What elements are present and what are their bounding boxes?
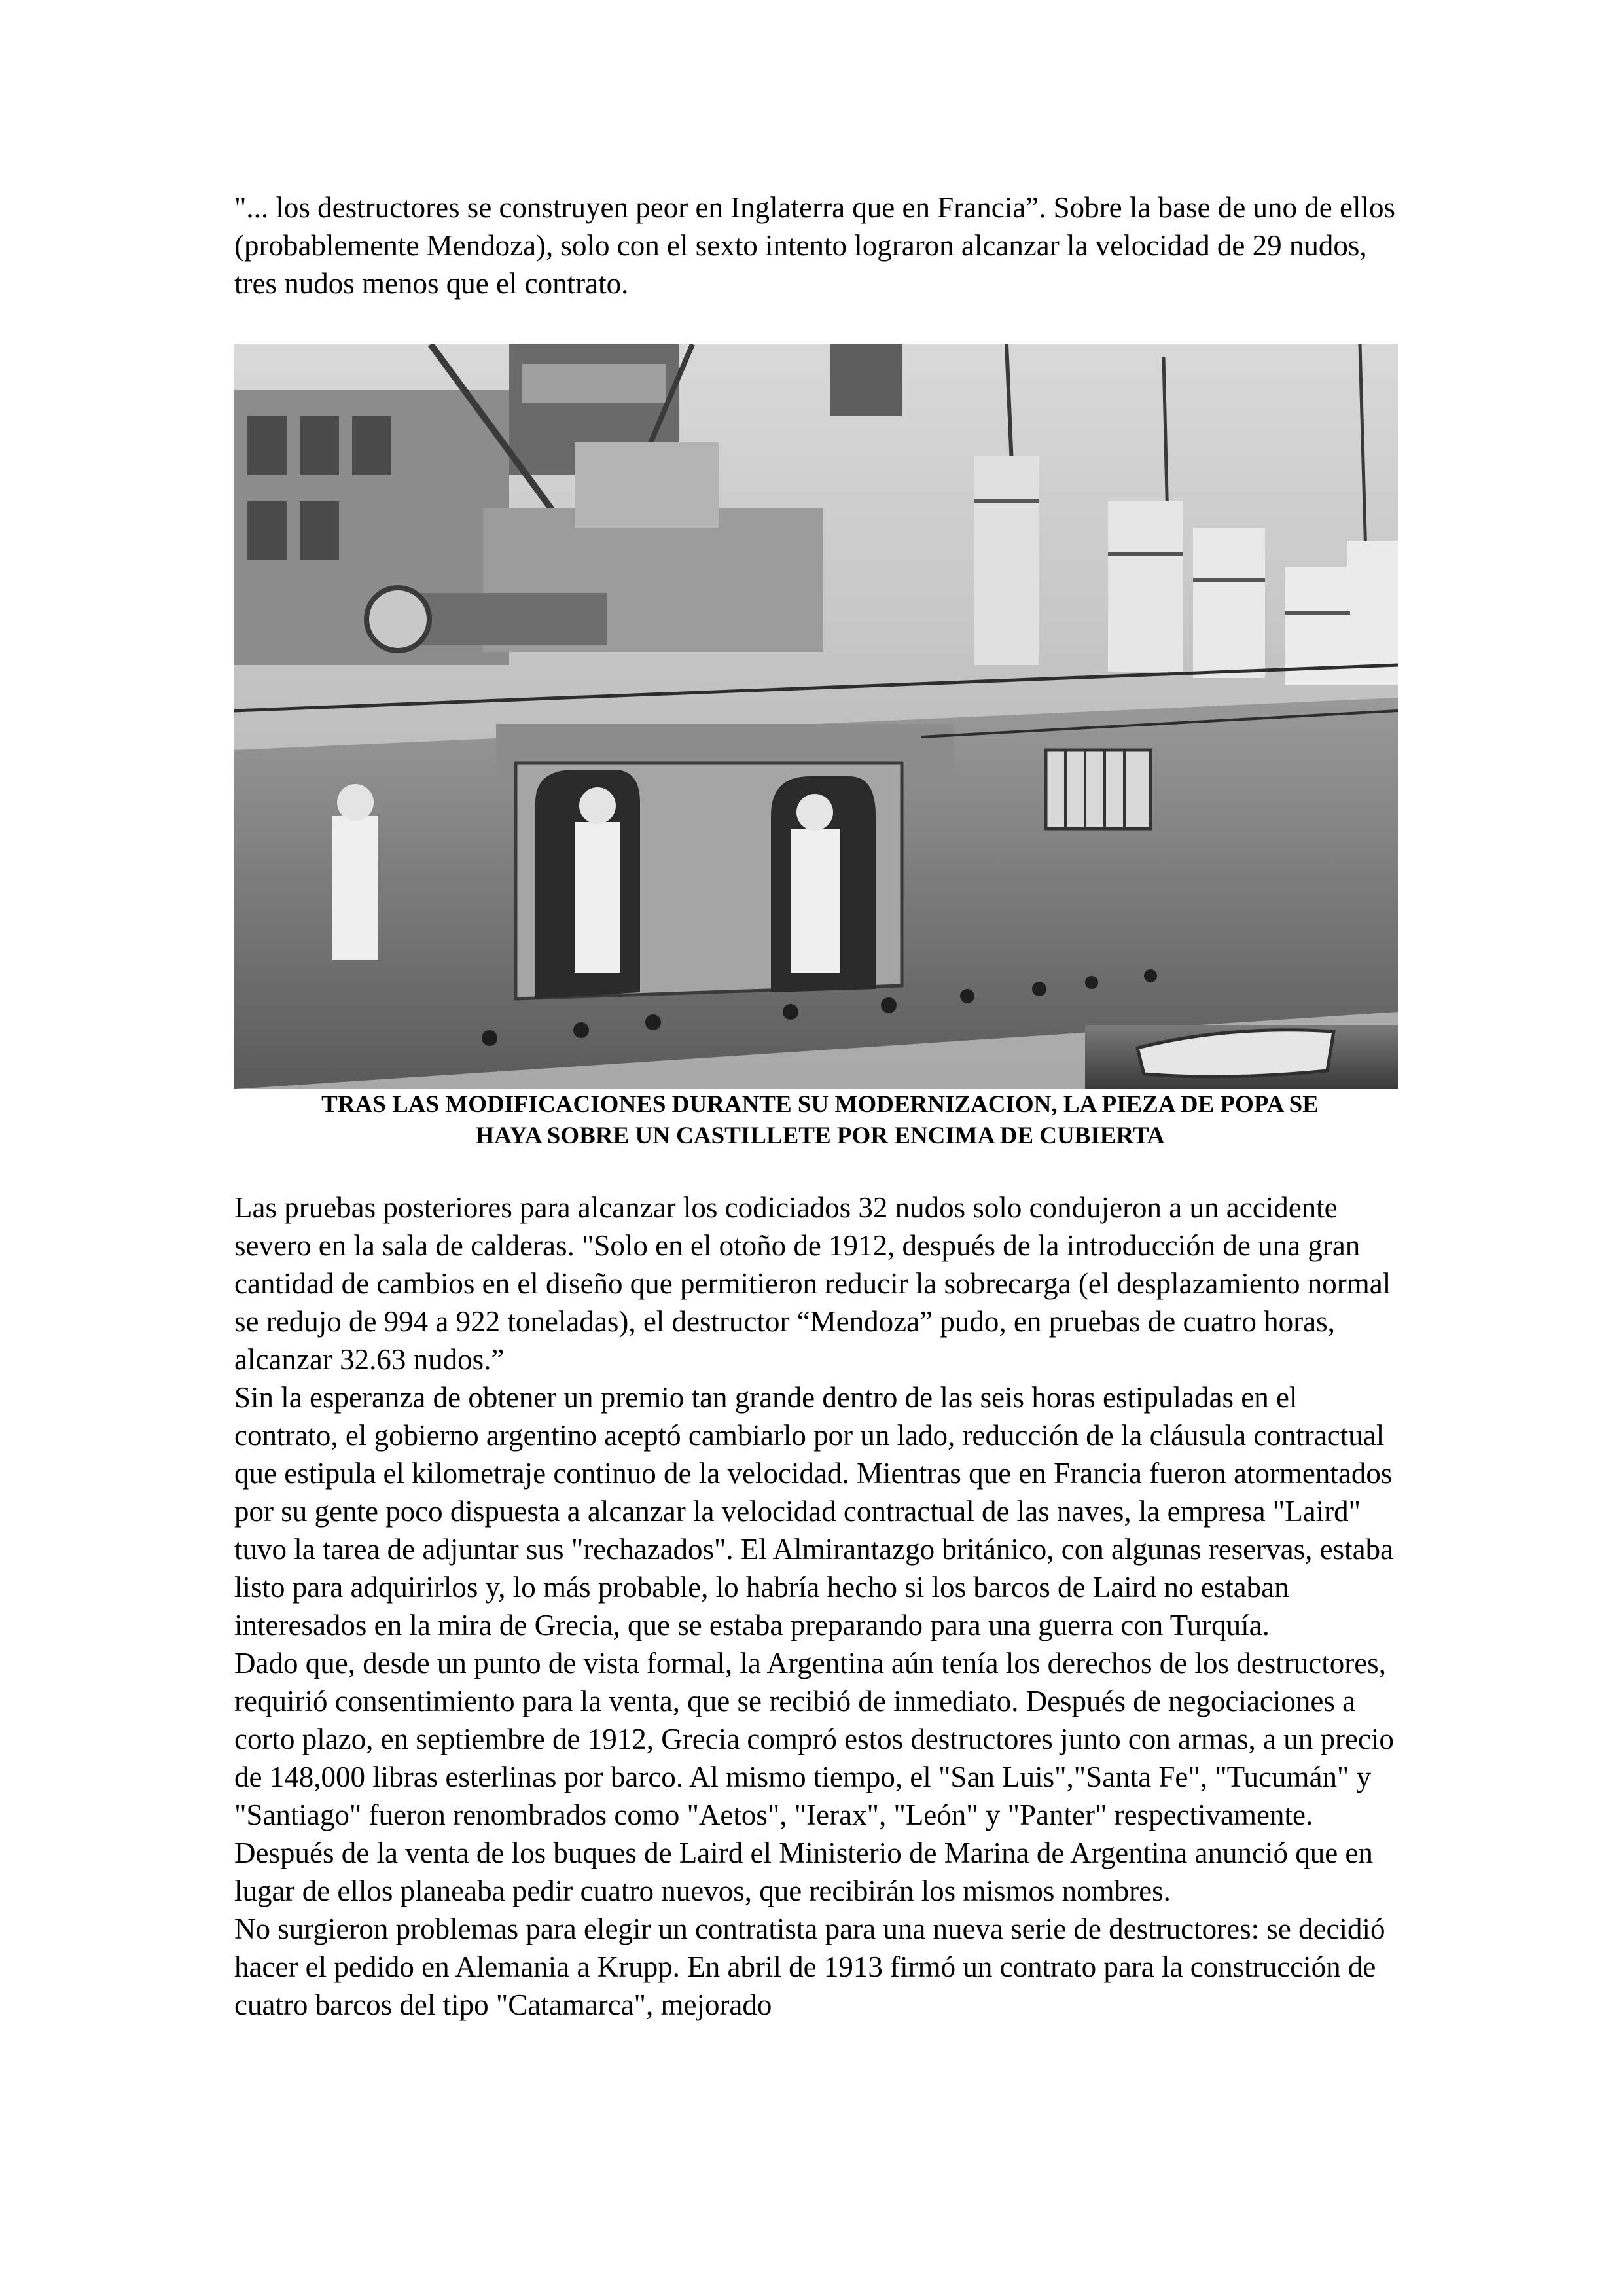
body-paragraph: No surgieron problemas para elegir un contratista para una nueva serie de destructores: se decidió hacer el pedido en Alemania a Krupp. En abril de 1913 firmó un contrato para la construcción de cuatro barcos del tipo "Catamarca", mejorado — [234, 1912, 1385, 2021]
figure-caption-line-2: HAYA SOBRE UN CASTILLETE POR ENCIMA DE CUBIERTA — [475, 1122, 1165, 1149]
body-paragraph: Las pruebas posteriores para alcanzar los codiciados 32 nudos solo condujeron a un accidente severo en la sala de calderas. "Solo en el otoño de 1912, después de la introducción de una gran cantidad de cambios en el diseño que permitieron reducir la sobrecarga (el desplazamiento normal se redujo de 994 a 922 toneladas), el destructor “Mendoza” pudo, en pruebas de cuatro horas, alcanzar 32.63 nudos.” — [234, 1191, 1391, 1376]
destroyer-photograph — [234, 344, 1398, 1089]
body-paragraph: Sin la esperanza de obtener un premio tan grande dentro de las seis horas estipuladas en el contrato, el gobierno argentino aceptó cambiarlo por un lado, reducción de la cláusula contractual que estipula el kilometraje continuo de la velocidad. Mientras que en Francia fueron atormentados por su gente poco dispuesta a alcanzar la velocidad contractual de las naves, la empresa "Laird" tuvo la tarea de adjuntar sus "rechazados". El Almirantazgo británico, con algunas reservas, estaba listo para adquirirlos y, lo más probable, lo habría hecho si los barcos de Laird no estaban interesados en la mira de Grecia, que se estaba preparando para una guerra con Turquía. — [234, 1381, 1394, 1641]
body-text-block — [234, 1189, 1406, 2024]
figure-caption-line-1: TRAS LAS MODIFICACIONES DURANTE SU MODERNIZACION, LA PIEZA DE POPA SE — [321, 1091, 1319, 1118]
intro-paragraph: "... los destructores se construyen peor en Inglaterra que en Francia”. Sobre la base de uno de ellos (probablemente Mendoza), solo con el sexto intento lograron alcanzar la velocidad de 29 nudos, tres nudos menos que el contrato. — [234, 191, 1396, 300]
destroyer-photo-illustration — [234, 344, 1398, 1089]
intro-paragraph-block — [234, 188, 1406, 302]
figure-caption — [234, 1089, 1406, 1152]
body-paragraph: Dado que, desde un punto de vista formal, la Argentina aún tenía los derechos de los destructores, requirió consentimiento para la venta, que se recibió de inmediato. Después de negociaciones a corto plazo, en septiembre de 1912, Grecia compró estos destructores junto con armas, a un precio de 148,000 libras esterlinas por barco. Al mismo tiempo, el "San Luis","Santa Fe", "Tucumán" y "Santiago" fueron renombrados como "Aetos", "Ierax", "León" y "Panter" respectivamente. Después de la venta de los buques de Laird el Ministerio de Marina de Argentina anunció que en lugar de ellos planeaba pedir cuatro nuevos, que recibirán los mismos nombres. — [234, 1647, 1394, 1907]
